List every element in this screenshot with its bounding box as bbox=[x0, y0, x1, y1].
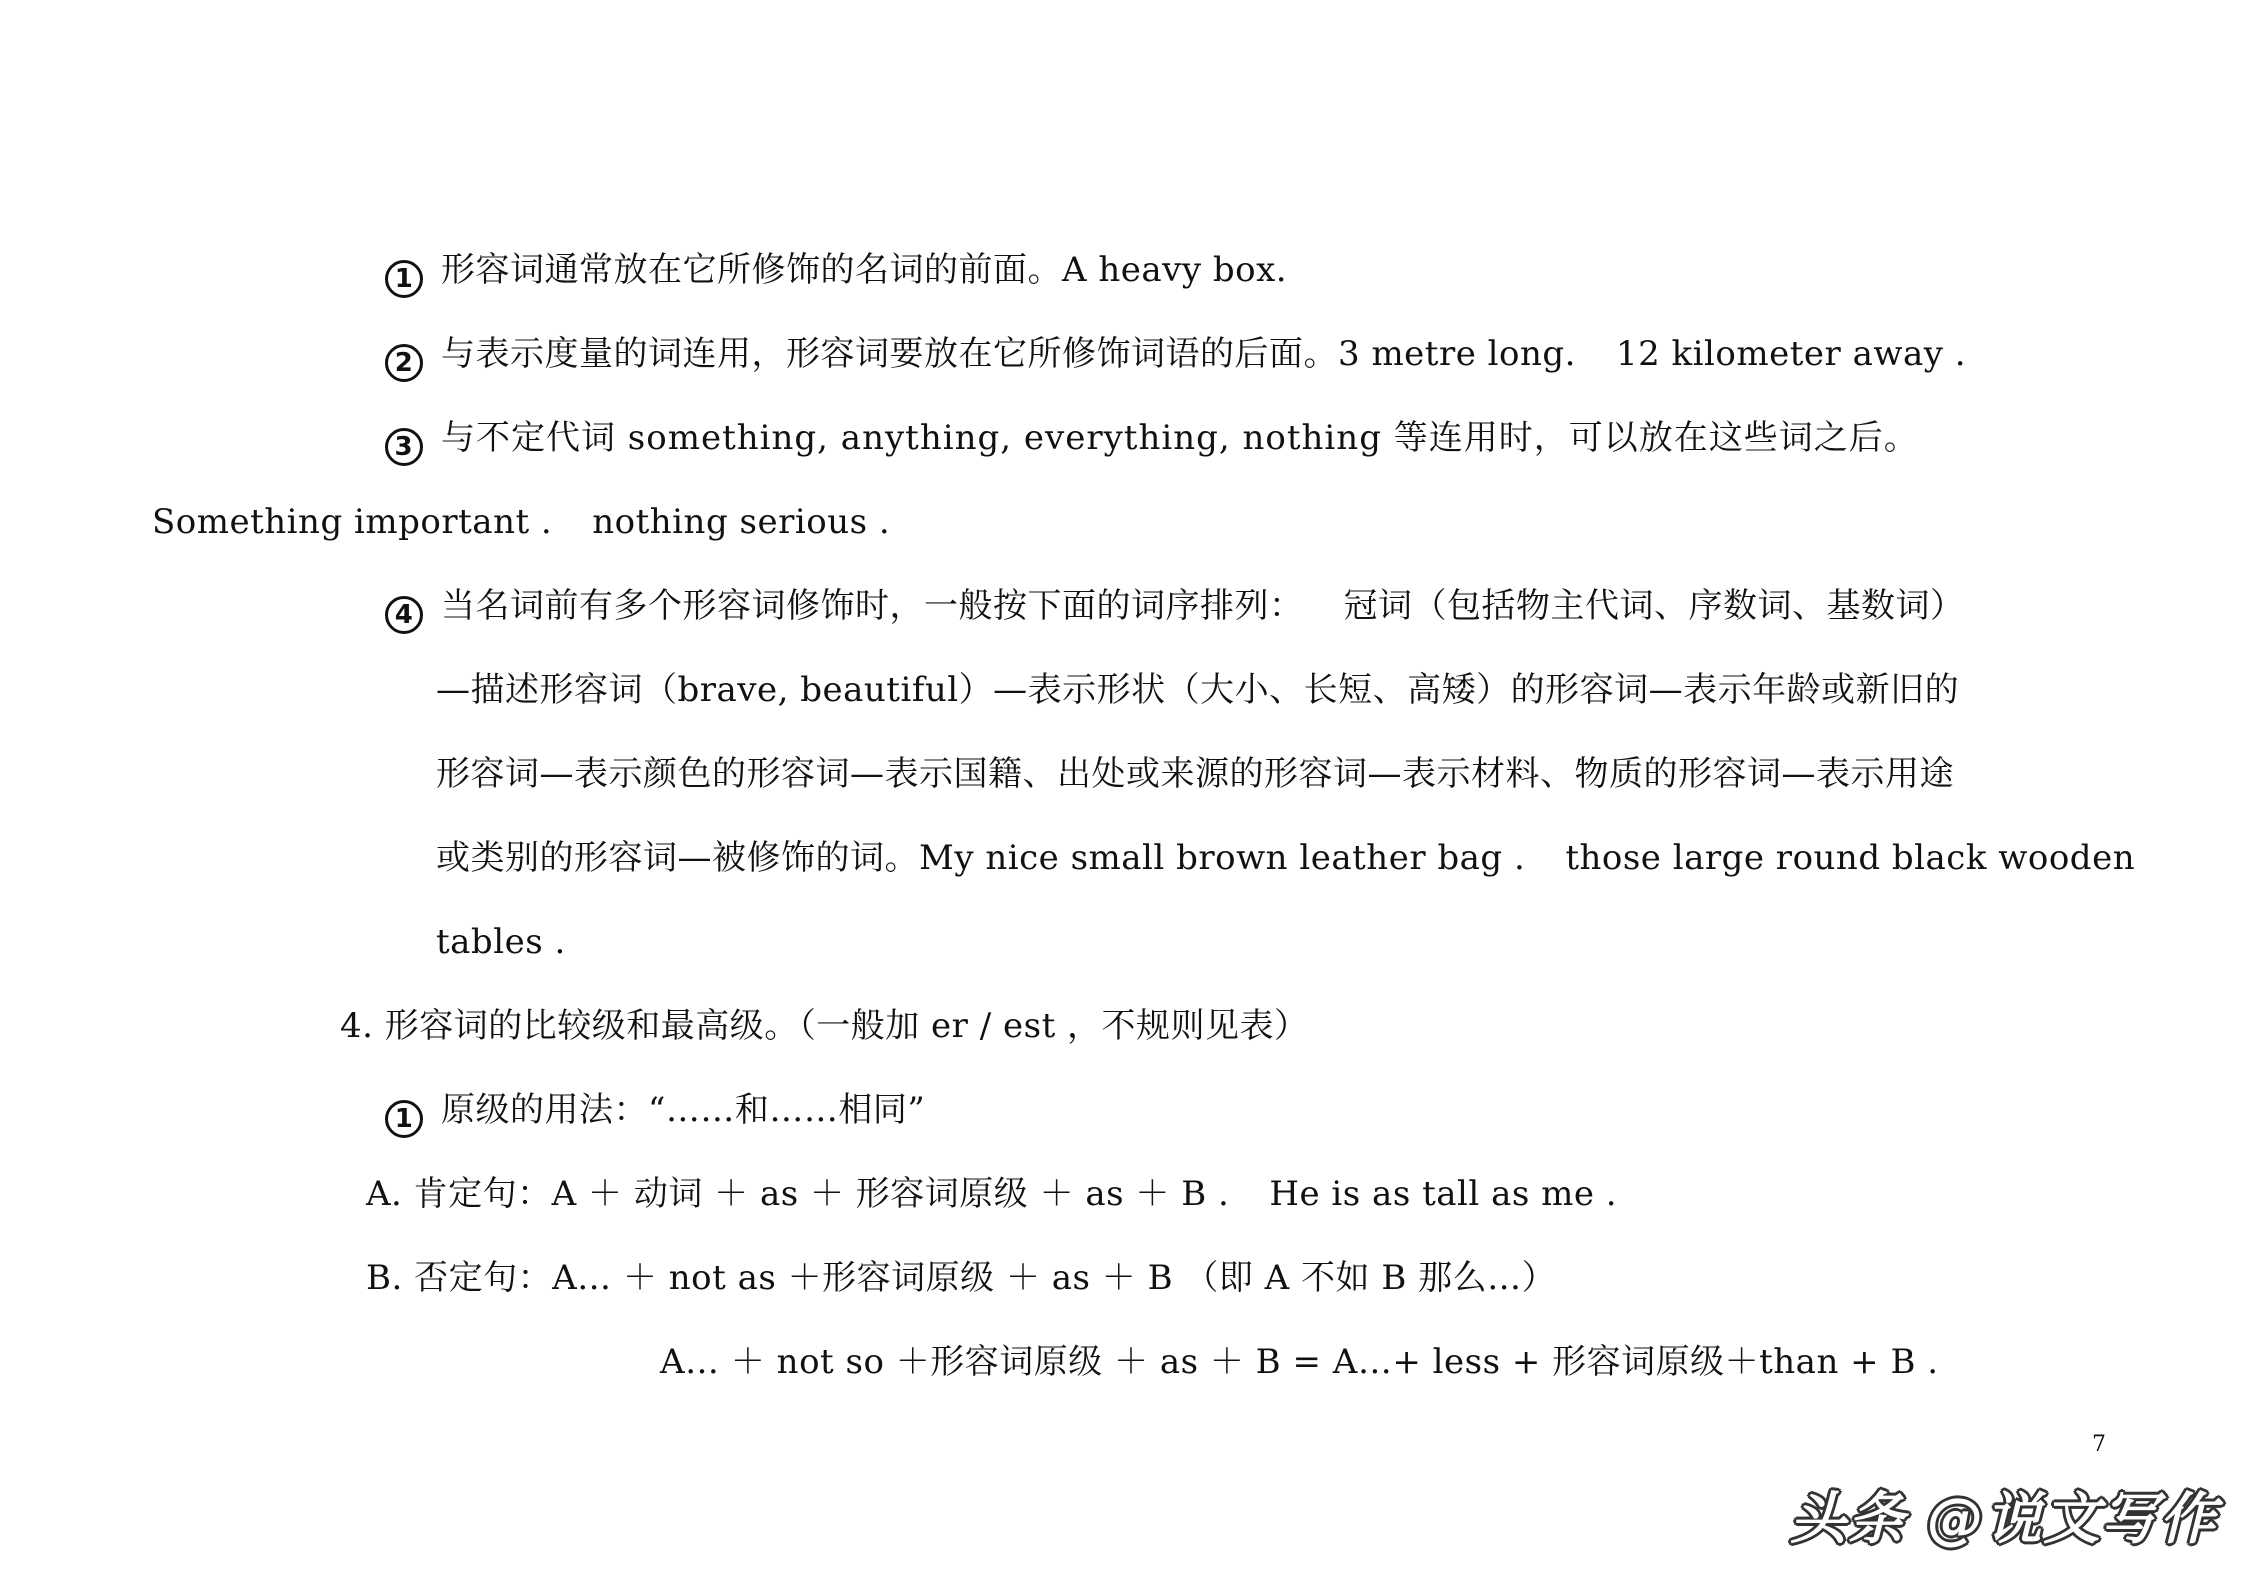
rule-3-examples bbox=[152, 502, 890, 542]
rule-3-example-1: Something important . bbox=[152, 502, 553, 542]
rule-3-text: 与不定代词 something, anything, everything, nothing 等连用时，可以放在这些词之后。 bbox=[441, 418, 1919, 458]
rule-4-order-4: tables . bbox=[436, 922, 566, 962]
circled-number: 4 bbox=[385, 596, 423, 634]
rule-1-text: 形容词通常放在它所修饰的名词的前面。A heavy box. bbox=[441, 250, 1288, 290]
positive-degree-line: 1 原级的用法：“……和……相同” bbox=[385, 1090, 925, 1138]
watermark: 头条 @说文写作 bbox=[1790, 1487, 2218, 1552]
rule-4-text: 当名词前有多个形容词修饰时，一般按下面的词序排列： bbox=[441, 586, 1304, 626]
circled-number: 3 bbox=[385, 428, 423, 466]
rule-4-order-1: —描述形容词（brave, beautiful）—表示形状（大小、长短、高矮）的形容词—表示年龄或新旧的 bbox=[436, 670, 1960, 710]
affirmative-example: He is as tall as me . bbox=[1269, 1174, 1618, 1214]
affirmative-line: A. 肯定句：A ＋ 动词 ＋ as ＋ 形容词原级 ＋ as ＋ B . He is as tall as me . bbox=[366, 1174, 1618, 1214]
rule-3-line bbox=[385, 418, 1919, 466]
rule-4-order-3: 或类别的形容词—被修饰的词。My nice small brown leather bag . those large round black wooden bbox=[436, 838, 2136, 878]
negative-alt-line: A… ＋ not so ＋形容词原级 ＋ as ＋ B = A…+ less + 形容词原级＋than + B . bbox=[660, 1342, 1939, 1382]
rule-2-text: 与表示度量的词连用，形容词要放在它所修饰词语的后面。3 metre long. bbox=[441, 334, 1576, 374]
rule-2-example: 12 kilometer away . bbox=[1615, 334, 1967, 374]
circled-number: 1 bbox=[385, 1100, 423, 1138]
circled-number: 1 bbox=[385, 260, 423, 298]
rule-2-line bbox=[385, 334, 1966, 382]
rule-3-example-2: nothing serious . bbox=[592, 502, 891, 542]
rule-1-line bbox=[385, 250, 1287, 298]
circled-number: 2 bbox=[385, 344, 423, 382]
rule-4-example-2: those large round black wooden bbox=[1565, 838, 2136, 878]
rule-4-order-2: 形容词—表示颜色的形容词—表示国籍、出处或来源的形容词—表示材料、物质的形容词—表示用途 bbox=[436, 754, 1954, 794]
section-heading: 4. 形容词的比较级和最高级。（一般加 er / est ，不规则见表） bbox=[340, 1006, 1309, 1046]
rule-4-text-cont: 冠词（包括物主代词、序数词、基数词） bbox=[1343, 586, 1965, 626]
page-number: 7 bbox=[2092, 1432, 2106, 1457]
rule-4-line bbox=[385, 586, 1965, 634]
negative-line: B. 否定句：A… ＋ not as ＋形容词原级 ＋ as ＋ B （即 A 不如 B 那么…） bbox=[366, 1258, 1557, 1298]
